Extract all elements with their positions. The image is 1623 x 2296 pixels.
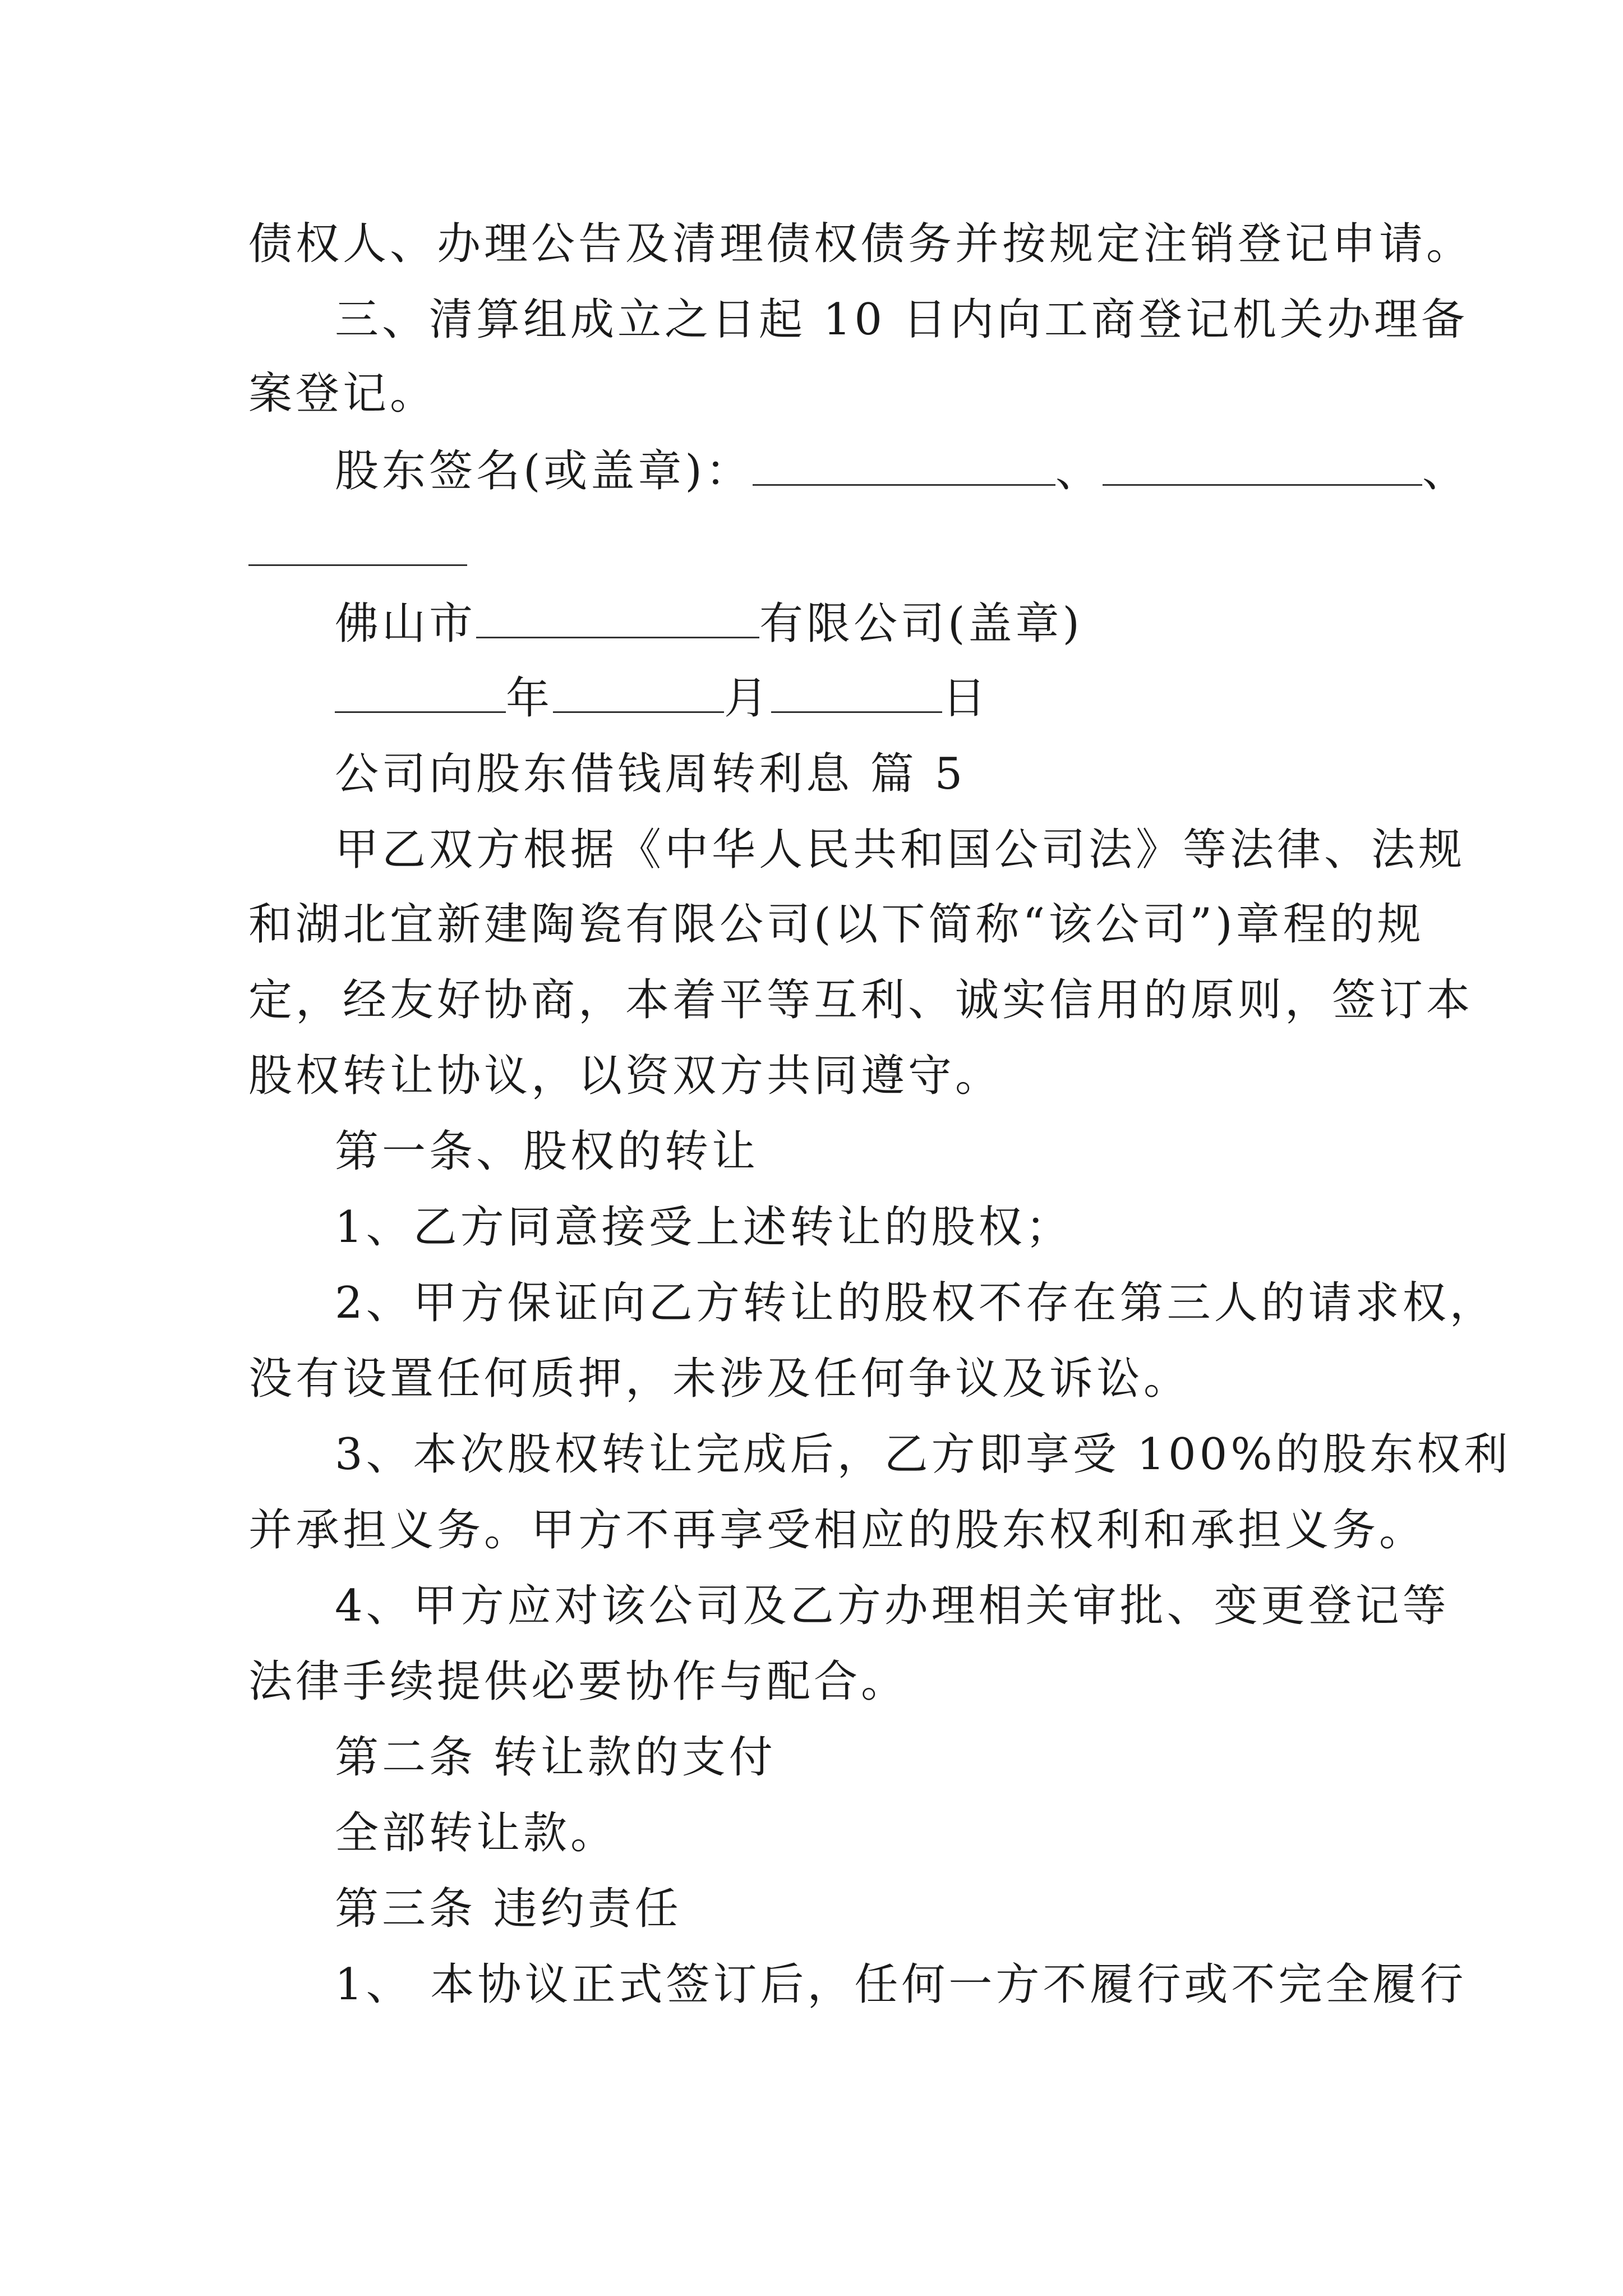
year-blank	[335, 673, 506, 713]
date-line	[335, 670, 989, 726]
month-blank	[553, 673, 724, 713]
company-seal-line	[335, 596, 1083, 652]
paragraph-line: 和湖北宜新建陶瓷有限公司(以下简称“该公司”)章程的规	[248, 899, 1424, 950]
article-heading: 第二条 转让款的支付	[335, 1732, 776, 1783]
paragraph-line: 债权人、办理公告及清理债权债务并按规定注销登记申请。	[248, 219, 1474, 269]
list-item: 1、 本协议正式签订后，任何一方不履行或不完全履行	[335, 1959, 1467, 2010]
section-heading: 公司向股东借钱周转利息 篇 5	[335, 749, 966, 799]
day-blank	[771, 673, 942, 713]
signature-label: 股东签名(或盖章)：	[335, 446, 753, 496]
article-heading: 第三条 违约责任	[335, 1884, 682, 1934]
year-label: 年	[506, 673, 554, 724]
signature-blank	[248, 564, 467, 566]
signature-blank	[1103, 446, 1422, 486]
paragraph-line: 案登记。	[248, 369, 437, 419]
signature-blank	[753, 446, 1055, 486]
list-item: 4、甲方应对该公司及乙方办理相关审批、变更登记等	[335, 1581, 1450, 1631]
month-label: 月	[724, 673, 772, 724]
paragraph-line: 甲乙双方根据《中华人民共和国公司法》等法律、法规	[335, 825, 1466, 875]
list-item: 2、甲方保证向乙方转让的股权不存在第三人的请求权，	[335, 1278, 1497, 1328]
company-suffix: 有限公司(盖章)	[759, 599, 1083, 649]
list-item: 1、乙方同意接受上述转让的股权；	[335, 1202, 1073, 1253]
paragraph-line: 定，经友好协商，本着平等互利、诚实信用的原则，签订本	[248, 975, 1474, 1025]
paragraph-line: 三、清算组成立之日起 10 日内向工商登记机关办理备	[335, 295, 1468, 345]
company-name-blank	[476, 599, 759, 638]
list-item: 3、本次股权转让完成后，乙方即享受 100%的股东权利	[335, 1429, 1511, 1480]
article-heading: 第一条、股权的转让	[335, 1126, 759, 1177]
separator: 、	[1055, 446, 1103, 496]
company-prefix: 佛山市	[335, 599, 477, 649]
list-item-continuation: 没有设置任何质押，未涉及任何争议及诉讼。	[248, 1354, 1191, 1404]
list-item-continuation: 法律手续提供必要协作与配合。	[248, 1657, 909, 1707]
separator: 、	[1422, 446, 1469, 496]
day-label: 日	[942, 673, 990, 724]
paragraph-line: 股权转让协议，以资双方共同遵守。	[248, 1051, 1003, 1101]
paragraph-line: 全部转让款。	[335, 1808, 618, 1858]
shareholder-signature-line	[335, 443, 1469, 499]
list-item-continuation: 并承担义务。甲方不再享受相应的股东权利和承担义务。	[248, 1505, 1427, 1556]
